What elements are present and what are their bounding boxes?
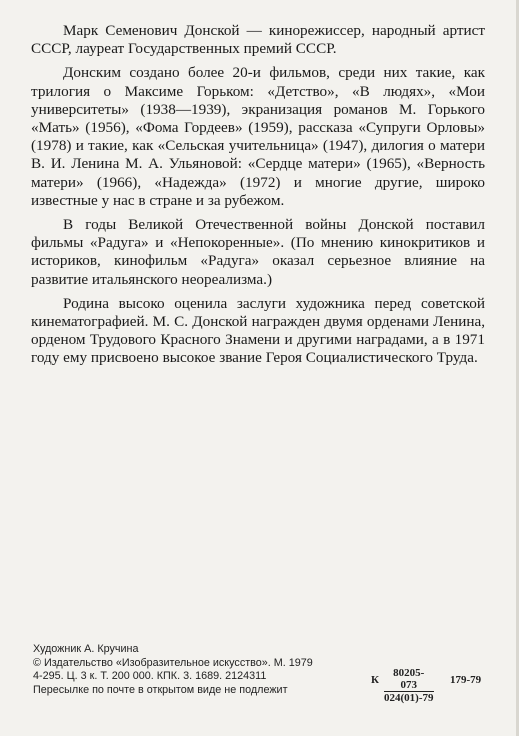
imprint-block xyxy=(33,643,313,697)
postal-note: Пересылке по почте в открытом виде не подлежит xyxy=(33,683,288,696)
index-fraction xyxy=(384,667,434,705)
index-denominator: 024(01)-79 xyxy=(384,692,434,704)
paragraph-filmography: Донским создано более 20-и фильмов, среди них такие, как трилогия о Максиме Горьком: «Детство», «В людях», «Мои университеты» (1938—1939), экранизация романов М. Горького «Мать» (1956), «Фома Гордеев» (1959), рассказа «Супруги Орловы» (1978) и такие, как «Сельская учительница» (1947), дилогия о матери В. И. Ленина М. А. Ульяновой: «Сердце матери» (1965), «Верность матери» (1966), «Надежда» (1972) и многие другие, широко известные у нас в стране и за рубежом. xyxy=(31,64,485,209)
print-info: 4-295. Ц. 3 к. Т. 200 000. КПК. 3. 1689. 2124311 xyxy=(33,670,267,683)
index-letter: К xyxy=(371,674,379,686)
index-numerator: 80205-073 xyxy=(384,667,434,692)
paragraph-war-years: В годы Великой Отечественной войны Донской поставил фильмы «Радуга» и «Непокоренные». (По мнению кинокритиков и историков, кинофильм «Радуга» оказал серьезное влияние на развитие итальянского неореализма.) xyxy=(31,216,485,288)
biography-text xyxy=(31,22,485,374)
index-suffix: 179-79 xyxy=(450,674,482,686)
paragraph-intro: Марк Семенович Донской — кинорежиссер, народный артист СССР, лауреат Государственных премий СССР. xyxy=(31,22,485,58)
artist-credit: Художник А. Кручина xyxy=(33,643,139,655)
publisher-line: © Издательство «Изобразительное искусство». М. 1979 xyxy=(33,656,313,669)
paragraph-awards: Родина высоко оценила заслуги художника перед советской кинематографией. М. С. Донской награжден двумя орденами Ленина, орденом Трудового Красного Знамени и другими наградами, а в 1971 году ему присвоено высокое звание Героя Социалистического Труда. xyxy=(31,294,485,367)
